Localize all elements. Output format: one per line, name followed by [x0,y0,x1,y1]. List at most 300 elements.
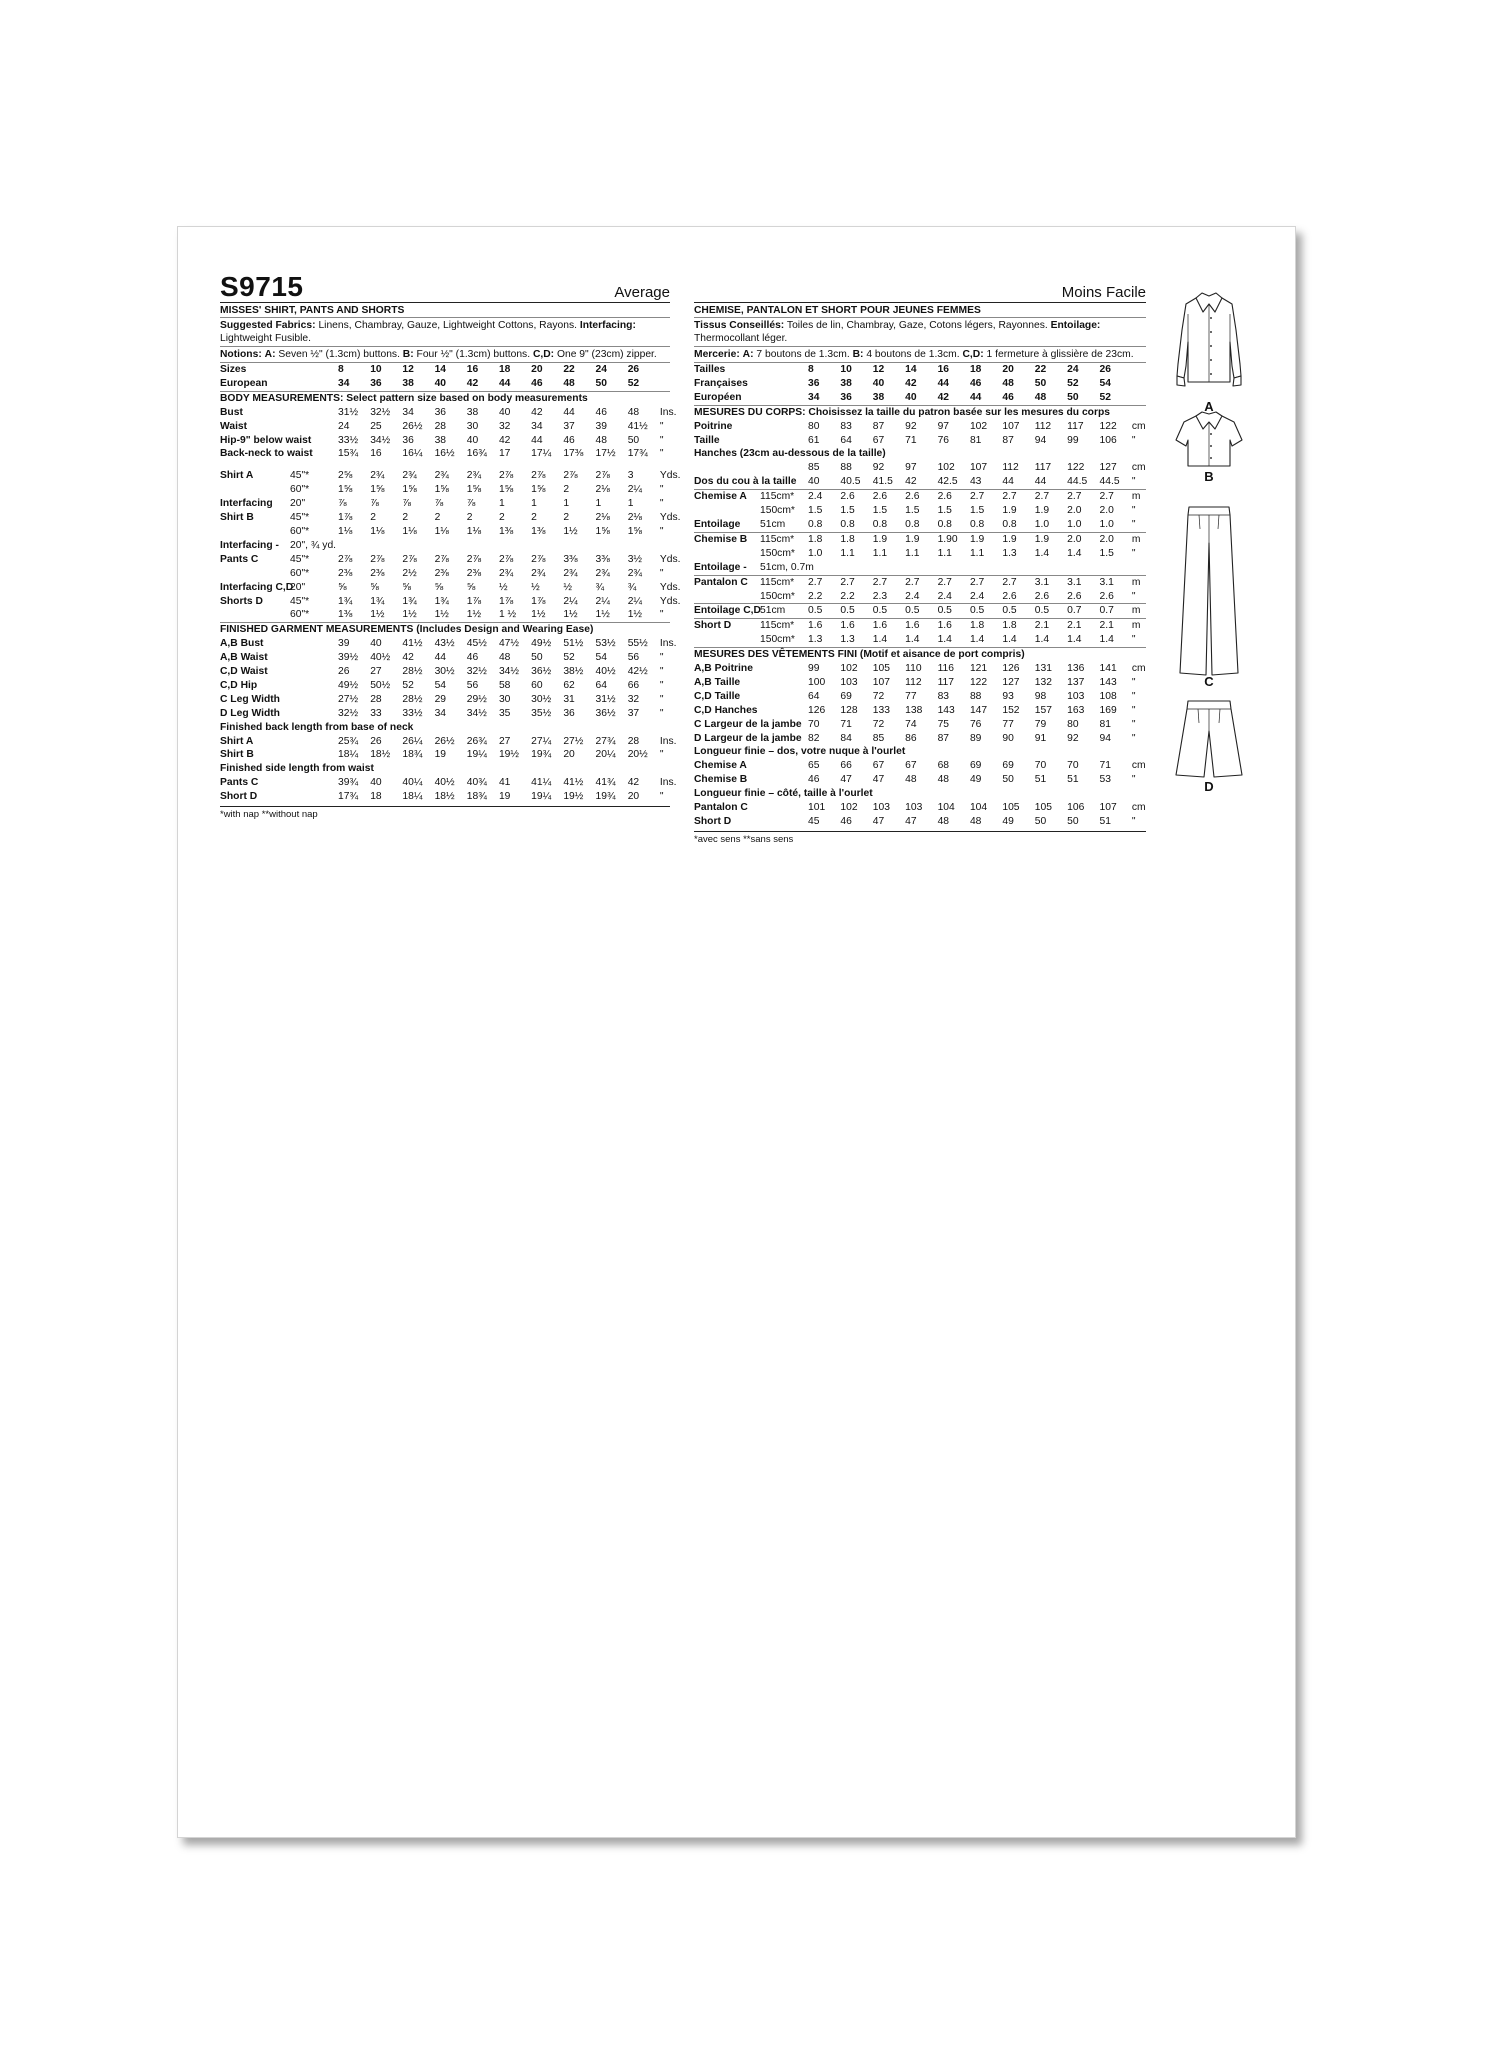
unit: Yds. [659,512,681,524]
size-value: 1½ [370,608,402,622]
table-row [220,447,670,461]
unit: m [1131,491,1141,503]
size-value: 40¼ [402,777,423,789]
size-value: 163 [1067,704,1085,716]
size-value: 42 [938,391,970,405]
unit: " [1132,633,1146,647]
size-value: 27¾ [595,735,616,747]
size-value: 46 [466,652,479,664]
size-value: 33½ [338,434,359,446]
size-value: 45½ [466,638,487,650]
fabric-width [290,665,338,679]
size-value: 1.4 [1002,633,1034,647]
size-value: 20¼ [595,749,616,761]
table-row [694,532,1146,546]
table-row [694,732,1146,746]
size-value: 36½ [531,666,552,678]
size-value: 22 [563,364,575,375]
size-value: 67 [872,760,885,772]
size-value: 92 [872,462,885,474]
unit: " [1132,475,1146,489]
row-label: C Leg Width [220,693,280,705]
size-value: 2¼ [627,595,643,607]
table-row [694,773,1146,787]
row-label: A,B Waist [220,652,268,664]
size-value: 47 [872,816,885,827]
interfacing-label-fr: Entoilage: [1050,320,1101,331]
size-value: ½ [563,581,572,593]
size-value: 2⅞ [595,470,610,482]
size-value: 2.4 [808,491,823,503]
table-row [694,787,1146,801]
size-value: 48 [498,652,511,664]
size-value: 89 [969,732,982,744]
table-row [220,735,670,749]
size-value: 64 [595,679,607,691]
size-value: 40¾ [466,777,487,789]
unit: m [1131,533,1141,545]
size-value: 1.5 [872,505,888,517]
size-value: 1.4 [1067,547,1082,559]
fabric-width [290,651,338,665]
fabric-width: 60"* [290,608,338,622]
size-value: 44 [937,377,950,389]
size-value: 1.0 [808,547,823,559]
row-label: Chemise A [694,491,747,503]
size-value: 0.8 [873,518,905,532]
size-value: 1⅝ [370,484,385,496]
size-value: 34½ [466,707,487,719]
table-row [694,745,1146,759]
table-row [220,748,670,762]
view-d-shorts-sketch [1166,697,1252,787]
size-value: 49½ [338,679,359,691]
size-value: 20 [627,791,640,803]
size-value: 42 [627,777,640,789]
size-value: 1.4 [970,633,1002,647]
interfacing-label: Interfacing: [579,320,636,331]
size-value: 26 [370,735,382,747]
fabric-width [760,801,808,815]
size-value: 1⅛ [434,525,449,537]
size-value: 72 [872,690,885,702]
size-value: 1.9 [1034,505,1050,517]
size-value: 34½ [370,434,391,446]
size-value: 2.4 [938,590,970,604]
size-value: 2.0 [1099,533,1114,545]
size-value: 81 [969,434,982,446]
size-value: 10 [840,364,852,375]
size-value: 2.6 [905,491,920,503]
size-value: 2⅞ [498,470,514,482]
fabric-width: 60"* [290,525,310,537]
size-value: 32 [627,693,640,705]
size-value: 14 [905,364,917,375]
size-value: 77 [1002,718,1014,730]
size-value: 0.5 [1035,604,1067,619]
row-label: Short D [694,816,732,827]
size-value: 1⅜ [338,608,370,622]
unit: " [1132,518,1146,532]
table-row [694,704,1146,718]
size-value: 54 [1099,377,1111,389]
row-label: C,D Waist [220,666,268,678]
size-value: 1.8 [1002,620,1017,632]
size-value: 1.9 [969,533,985,545]
row-label: C,D Hip [220,679,258,691]
size-value: 2¾ [434,470,449,482]
row-label: Bust [220,406,243,418]
size-value: 40 [498,406,511,418]
size-value: 17½ [595,448,616,460]
size-value: 2⅜ [338,567,353,579]
size-value: 1.8 [808,533,823,545]
size-value [338,539,370,553]
size-value: 48 [563,377,595,391]
size-value: 2.6 [937,491,952,503]
size-value: 1⅝ [338,484,353,496]
size-value: 40 [370,777,382,789]
size-value: 1½ [596,608,628,622]
row-label: Pants C [220,777,259,789]
size-value: 1⅞ [338,512,353,524]
size-value: 0.5 [808,604,840,619]
unit: " [1131,690,1136,702]
size-value: 1.4 [1035,633,1067,647]
size-value: 30½ [531,693,552,705]
fabric-width: 115cm* [760,576,795,588]
table-row [220,434,670,448]
notion-view-a-text: Seven ½" (1.3cm) buttons. [275,349,403,360]
size-value: 2⅞ [563,470,578,482]
size-value: 19½ [498,749,519,761]
size-value: 35 [498,707,511,719]
size-value: 1.9 [1034,533,1050,545]
size-value [596,539,628,553]
size-value: 94 [1099,732,1111,744]
fabric-width: 45"* [290,470,310,482]
size-value: 147 [969,704,988,716]
fabrics-text-fr: Toiles de lin, Chambray, Gaze, Cotons légers, Rayonnes. [786,320,1048,331]
unit: " [1131,774,1136,786]
size-value: 41½ [402,638,423,650]
size-value: ⅞ [434,498,444,510]
size-value: 36 [808,377,820,389]
fabric-width [290,363,338,377]
size-value: 1⅝ [498,484,514,496]
unit: " [659,484,664,496]
table-row [220,762,670,776]
fabric-width: 115cm* [760,533,795,545]
fabric-width [760,420,808,434]
size-value: 40½ [370,652,391,664]
size-value: 90 [1002,732,1014,744]
row-label: Poitrine [694,420,733,432]
row-label: Finished back length from base of neck [220,721,414,733]
size-value: 122 [1067,462,1085,474]
row-label: Pantalon C [694,802,748,814]
size-value: 32 [498,420,511,432]
size-value: 1.8 [969,620,985,632]
size-value: 2¼ [563,595,578,607]
row-label: Chemise A [694,760,747,772]
size-value: 85 [808,462,820,474]
size-value: 40½ [595,666,616,678]
pattern-number: S9715 [220,271,304,302]
size-value: 152 [1002,704,1020,716]
table-row [694,518,1146,532]
fabric-width [290,679,338,693]
row-label: Back-neck to waist [220,448,313,460]
size-value: 1.6 [808,620,823,632]
row-label: A,B Bust [220,638,264,650]
size-value: 3.1 [1067,576,1082,588]
size-value: 19 [498,791,511,803]
size-value: 50 [531,652,543,664]
notion-view-a-text-fr: 7 boutons de 1.3cm. [753,349,853,360]
size-value: 0.8 [1002,518,1034,532]
row-label: MESURES DES VÊTEMENTS FINI (Motif et aisance de port compris) [694,649,1025,661]
size-value: 20 [531,364,543,375]
fabric-width [290,776,338,790]
row-label: Françaises [694,377,748,389]
fabric-width [290,748,338,762]
size-value: 1.5 [1099,547,1114,559]
size-value: 15¾ [338,448,359,460]
table-row [694,759,1146,773]
size-value: 19¼ [531,791,552,803]
row-label: Waist [220,420,248,432]
row-label: Longueur finie – dos, votre nuque à l'ourlet [694,746,906,758]
size-value: ⅞ [402,498,411,510]
size-value: 10 [370,364,382,375]
size-value: 2⅛ [627,512,643,524]
size-value: 1.6 [872,620,888,632]
size-value: 28 [370,693,382,705]
size-value: 45 [808,816,820,827]
size-value: 91 [1034,732,1047,744]
interfacing-text: Lightweight Fusible. [220,333,312,344]
size-value: 1.4 [1100,633,1132,647]
size-value: 38 [466,406,479,418]
notions-label-fr: Mercerie: [694,349,740,360]
fabric-width [760,461,808,475]
size-value: 16½ [434,448,455,460]
size-value [970,561,1002,575]
row-label: Shirt B [220,512,254,524]
size-value: 107 [969,462,988,474]
size-value: 46 [969,377,982,389]
row-label [694,633,760,647]
size-value: 2⅜ [434,567,449,579]
notion-view-b-text-fr: 4 boutons de 1.3cm. [863,349,963,360]
size-value: 16 [466,364,479,375]
size-value: 1⅞ [531,595,546,607]
row-label: Finished side length from waist [220,763,374,775]
size-value: 128 [840,704,858,716]
size-value: 127 [1099,462,1117,474]
view-d-label: D [1204,779,1214,794]
size-value: 52 [1100,391,1132,405]
size-value: 19¾ [531,749,552,761]
size-value: 2⅛ [595,512,610,524]
size-value: 1⅝ [466,484,482,496]
size-value: 42 [498,434,511,446]
unit: m [1131,620,1141,632]
size-value: 2 [563,512,570,524]
fabric-width: 45"* [290,595,310,607]
size-value [499,539,531,553]
size-value: 2.7 [969,576,985,588]
size-value: 46 [840,816,852,827]
size-value: 54 [595,652,607,664]
table-row [220,363,670,377]
size-value: 66 [627,679,640,691]
size-value: 24 [338,420,350,432]
row-label [694,590,760,604]
size-value: 52 [628,377,660,391]
table-row [694,547,1146,561]
size-value: 1¾ [434,595,449,607]
size-value: 2.6 [1002,590,1034,604]
size-value: 34 [531,420,543,432]
size-value: 38 [434,434,447,446]
size-value: 0.5 [840,604,872,619]
row-label: Shorts D [220,595,263,607]
table-row [220,525,670,539]
size-value: 1.5 [905,505,920,517]
row-label: Pants C [220,553,259,565]
size-value: ⅝ [370,581,379,593]
size-value: 36 [434,406,447,418]
pattern-envelope-sheet [177,226,1296,1838]
size-value: 1.1 [872,547,888,559]
size-value: 1 [531,498,537,510]
table-row [220,707,670,721]
size-value: 32½ [338,707,359,719]
size-value: 34 [338,377,370,391]
table-row [694,676,1146,690]
size-value: 40 [466,434,479,446]
size-value: 2.0 [1067,505,1082,517]
fabric-width [290,693,338,707]
size-value: 1.5 [808,505,823,517]
size-value: 18¾ [402,749,423,761]
fabric-width [760,759,808,773]
unit: cm [1131,420,1146,432]
size-value: 87 [872,420,885,432]
unit: Ins. [659,406,677,418]
size-value: 56 [466,679,479,691]
size-value: ⅞ [466,498,476,510]
fabric-width [290,637,338,651]
size-value [1002,561,1034,575]
size-value: 79 [1034,718,1047,730]
size-value: 62 [563,679,575,691]
size-value [1067,561,1099,575]
size-value: 70 [1067,760,1079,772]
size-value: 100 [808,676,826,688]
size-value: 42 [905,475,937,489]
row-label: Entoilage - [694,561,760,575]
size-value: 50 [596,377,628,391]
size-value: ⅝ [338,581,347,593]
size-value: 122 [1099,420,1117,432]
size-value [1035,561,1067,575]
size-value: 50 [1034,377,1047,389]
size-value: 47½ [498,638,519,650]
size-value: 22 [1034,364,1047,375]
table-row [220,391,670,405]
size-value: 76 [937,434,950,446]
unit: " [1132,590,1146,604]
notions-label: Notions: [220,349,262,360]
size-value: 77 [905,690,917,702]
fabrics-label-fr: Tissus Conseillés: [694,320,785,331]
size-value: 2⅞ [370,553,385,565]
table-row [694,662,1146,676]
size-value: 2.7 [905,576,920,588]
size-value: 44 [499,377,531,391]
size-value: 1.4 [1067,633,1099,647]
size-value: 127 [1002,676,1020,688]
size-value: 41¾ [595,777,616,789]
unit: " [659,666,664,678]
row-label: BODY MEASUREMENTS: Select pattern size based on body measurements [220,392,588,404]
unit: " [659,567,664,579]
size-value: 2 [402,512,409,524]
size-value: 17¾ [627,448,648,460]
size-value: 1.6 [937,620,952,632]
row-label: Short D [220,791,258,803]
size-value: 76 [969,718,982,730]
table-row [694,504,1146,518]
size-value: 2⅜ [466,567,482,579]
french-footnote: *avec sens **sans sens [694,831,1146,846]
row-label: Shirt A [220,470,254,482]
size-value: 40 [435,377,467,391]
size-value: 99 [1067,434,1079,446]
notion-view-a-label: A: [264,349,276,360]
unit: Yds. [659,553,681,565]
table-row [220,461,670,469]
unit [1132,363,1146,377]
unit [660,363,670,377]
size-value: 18¾ [466,791,487,803]
notion-view-cd-label: C,D: [532,349,555,360]
size-value: 2.1 [1034,620,1050,632]
english-column [220,271,681,821]
size-value: 51 [1099,816,1111,827]
size-value: 19 [434,749,447,761]
size-value: 1.1 [840,547,855,559]
fabric-width [760,363,808,377]
table-row [694,575,1146,589]
size-value: 1 [595,498,602,510]
table-row [694,377,1146,391]
size-value: ¾ [595,581,605,593]
size-value: 27 [498,735,511,747]
size-value: 1.5 [937,505,952,517]
unit: cm [1131,760,1146,772]
size-value: 17¾ [338,791,359,803]
unit: m [1131,576,1141,588]
size-value: 33½ [402,707,423,719]
size-value: 2.4 [905,590,937,604]
row-label: FINISHED GARMENT MEASUREMENTS (Includes Design and Wearing Ease) [220,624,594,636]
size-value: 2.0 [1099,505,1114,517]
size-value: 50 [1067,816,1079,827]
